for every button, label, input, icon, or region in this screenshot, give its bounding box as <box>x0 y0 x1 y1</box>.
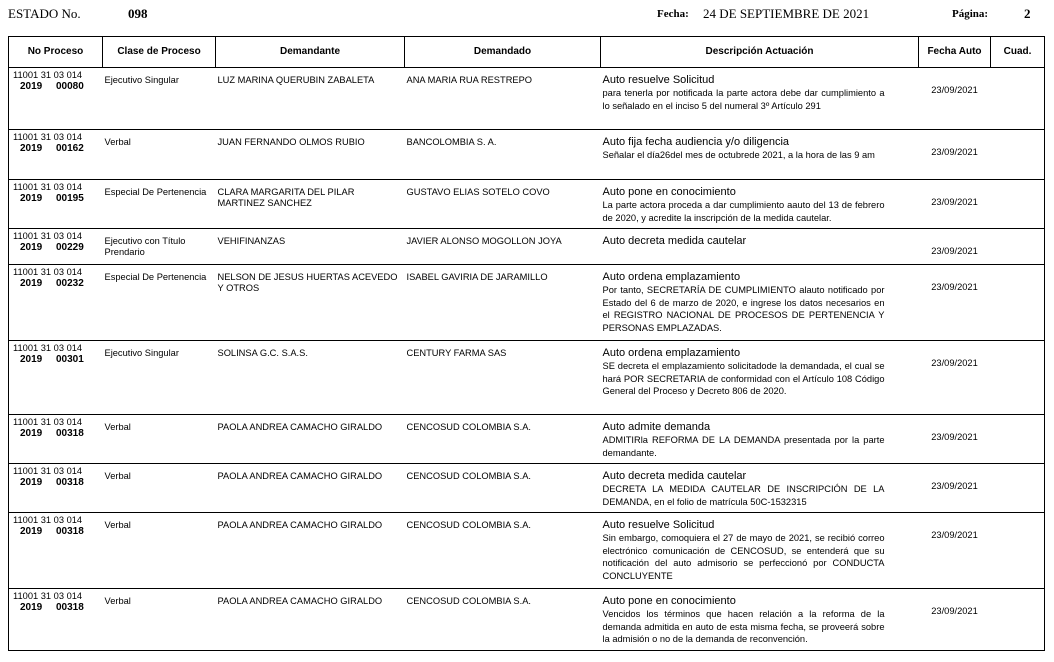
cell-clase <box>103 415 216 464</box>
demandante-text: JUAN FERNANDO OLMOS RUBIO <box>217 137 365 147</box>
fecha-value: 24 DE SEPTIEMBRE DE 2021 <box>703 6 870 21</box>
cell-clase <box>103 68 216 130</box>
demandante-text: NELSON DE JESUS HUERTAS ACEVEDO Y OTROS <box>217 272 398 293</box>
col-header-demandado: Demandado <box>405 37 601 68</box>
demandado-text: CENCOSUD COLOMBIA S.A. <box>406 471 531 481</box>
actuacion-detail: Señalar el día26del mes de octubrede 2021, a la hora de las 9 am <box>602 150 875 160</box>
cell-demandado <box>405 229 601 265</box>
cell-clase <box>103 464 216 513</box>
cuad-text <box>991 589 1045 606</box>
proceso-code: 11001 31 03 014 <box>13 466 83 476</box>
cell-fecha-auto <box>919 589 991 651</box>
cell-proceso <box>9 180 103 229</box>
cell-clase <box>103 180 216 229</box>
proceso-number: 00318 <box>56 602 84 613</box>
cell-descripcion <box>601 589 919 651</box>
proceso-year: 2019 <box>20 143 43 154</box>
cuad-text <box>991 464 1045 481</box>
actuacion-detail: SE decreta el emplazamiento solicitadode la demandada, el cual se hará POR SECRETARIA de conformidad con el Artículo 108 Código General del Proceso y Decreto 806 de 2020. <box>602 361 885 396</box>
actuacion-title: Auto pone en conocimiento <box>602 595 736 607</box>
fecha-auto-text: 23/09/2021 <box>931 606 978 616</box>
cell-descripcion <box>601 180 919 229</box>
fecha-auto-text: 23/09/2021 <box>931 530 978 540</box>
cell-fecha-auto <box>919 130 991 180</box>
estado-number: 098 <box>128 6 148 21</box>
cell-proceso <box>9 68 103 130</box>
cell-clase <box>103 341 216 415</box>
col-header-proceso: No Proceso <box>9 37 103 68</box>
cell-cuad <box>991 513 1045 589</box>
demandado-text: GUSTAVO ELIAS SOTELO COVO <box>406 187 550 197</box>
demandado-text: CENCOSUD COLOMBIA S.A. <box>406 422 531 432</box>
cell-descripcion <box>601 130 919 180</box>
col-header-fecha-auto: Fecha Auto <box>919 37 991 68</box>
table-row <box>9 130 1045 180</box>
actuacion-detail: ADMITIRla REFORMA DE LA DEMANDA presentada por la parte demandante. <box>602 435 885 458</box>
cell-demandado <box>405 180 601 229</box>
fecha-auto-text: 23/09/2021 <box>931 481 978 491</box>
cell-clase <box>103 265 216 341</box>
cuad-text <box>991 68 1045 85</box>
proceso-year: 2019 <box>20 526 43 537</box>
demandado-text: CENTURY FARMA SAS <box>406 348 507 358</box>
cell-fecha-auto <box>919 68 991 130</box>
proceso-number: 00318 <box>56 526 84 537</box>
cell-proceso <box>9 229 103 265</box>
cell-demandado <box>405 464 601 513</box>
actuacion-title: Auto decreta medida cautelar <box>602 470 747 482</box>
proceso-year: 2019 <box>20 81 43 92</box>
cell-proceso <box>9 265 103 341</box>
cell-fecha-auto <box>919 464 991 513</box>
clase-text: Ejecutivo Singular <box>104 75 179 85</box>
actuacion-title: Auto pone en conocimiento <box>602 186 736 198</box>
cuad-text <box>991 341 1045 358</box>
cell-clase <box>103 130 216 180</box>
cell-proceso <box>9 415 103 464</box>
table-row <box>9 513 1045 589</box>
cuad-text <box>991 130 1045 147</box>
cell-clase <box>103 229 216 265</box>
table-row <box>9 265 1045 341</box>
col-header-demandante: Demandante <box>216 37 405 68</box>
cell-descripcion <box>601 513 919 589</box>
proceso-year: 2019 <box>20 428 43 439</box>
table-row <box>9 180 1045 229</box>
cell-fecha-auto <box>919 513 991 589</box>
demandado-text: BANCOLOMBIA S. A. <box>406 137 497 147</box>
proceso-year: 2019 <box>20 242 43 253</box>
actuacion-detail: DECRETA LA MEDIDA CAUTELAR DE INSCRIPCIÓN DE LA DEMANDA, en el folio de matrícula 50C-1532315 <box>602 484 885 507</box>
cell-demandante <box>216 265 405 341</box>
cell-demandante <box>216 415 405 464</box>
cell-fecha-auto <box>919 341 991 415</box>
clase-text: Especial De Pertenencia <box>104 272 207 282</box>
cell-demandado <box>405 415 601 464</box>
cell-fecha-auto <box>919 415 991 464</box>
clase-text: Ejecutivo Singular <box>104 348 179 358</box>
proceso-number: 00318 <box>56 428 84 439</box>
cell-proceso <box>9 341 103 415</box>
cell-clase <box>103 589 216 651</box>
fecha-auto-text: 23/09/2021 <box>931 147 978 157</box>
cuad-text <box>991 229 1045 246</box>
cell-demandante <box>216 130 405 180</box>
cell-fecha-auto <box>919 180 991 229</box>
col-header-clase: Clase de Proceso <box>103 37 216 68</box>
fecha-auto-text: 23/09/2021 <box>931 358 978 368</box>
cell-descripcion <box>601 415 919 464</box>
actuacion-detail: Vencidos los términos que hacen relación a la reforma de la demanda admitida en auto de esta misma fecha, se proveerá sobre la admisión o no de la demanda de reconvención. <box>602 609 885 644</box>
cell-demandante <box>216 68 405 130</box>
cell-proceso <box>9 513 103 589</box>
proceso-number: 00195 <box>56 193 84 204</box>
demandado-text: CENCOSUD COLOMBIA S.A. <box>406 596 531 606</box>
cuad-text <box>991 180 1045 197</box>
clase-text: Verbal <box>104 596 131 606</box>
cell-cuad <box>991 464 1045 513</box>
proceso-code: 11001 31 03 014 <box>13 417 83 427</box>
cell-demandante <box>216 180 405 229</box>
proceso-code: 11001 31 03 014 <box>13 182 83 192</box>
demandante-text: VEHIFINANZAS <box>217 236 286 246</box>
actuacion-title: Auto fija fecha audiencia y/o diligencia <box>602 136 790 148</box>
table-row <box>9 229 1045 265</box>
cell-demandado <box>405 68 601 130</box>
proceso-number: 00232 <box>56 278 84 289</box>
col-header-descripcion: Descripción Actuación <box>601 37 919 68</box>
cuad-text <box>991 415 1045 432</box>
cell-demandado <box>405 341 601 415</box>
cell-demandante <box>216 229 405 265</box>
table-header-row <box>9 37 1045 68</box>
demandado-text: JAVIER ALONSO MOGOLLON JOYA <box>406 236 562 246</box>
demandante-text: SOLINSA G.C. S.A.S. <box>217 348 308 358</box>
demandado-text: ISABEL GAVIRIA DE JARAMILLO <box>406 272 548 282</box>
cuad-text <box>991 265 1045 282</box>
cell-demandado <box>405 513 601 589</box>
proceso-code: 11001 31 03 014 <box>13 267 83 277</box>
cell-proceso <box>9 464 103 513</box>
actuacion-title: Auto decreta medida cautelar <box>602 235 747 247</box>
clase-text: Especial De Pertenencia <box>104 187 207 197</box>
estado-label: ESTADO No. <box>8 6 81 21</box>
cell-descripcion <box>601 341 919 415</box>
demandante-text: LUZ MARINA QUERUBIN ZABALETA <box>217 75 375 85</box>
proceso-year: 2019 <box>20 602 43 613</box>
cell-proceso <box>9 589 103 651</box>
actuacion-title: Auto resuelve Solicitud <box>602 519 715 531</box>
actuacion-detail: Por tanto, SECRETARÍA DE CUMPLIMIENTO alauto notificado por Estado del 6 de marzo de 2020, e ingrese los datos necesarios en el REGISTRO NACIONAL DE PROCESOS DE PERTENENCIA Y PERSONAS EMPLAZADAS. <box>602 285 885 333</box>
actuacion-detail: Sin embargo, comoquiera el 27 de mayo de 2021, se recibió correo electrónico comunicación de CENCOSUD, se entenderá que su notificación del auto admisorio se perfeccionó por CONDUCTA CONCLUYENTE <box>602 533 885 581</box>
table-row <box>9 341 1045 415</box>
fecha-auto-text: 23/09/2021 <box>931 432 978 442</box>
proceso-code: 11001 31 03 014 <box>13 515 83 525</box>
fecha-label: Fecha: <box>657 8 689 20</box>
cell-demandante <box>216 464 405 513</box>
table-row <box>9 464 1045 513</box>
cell-demandante <box>216 589 405 651</box>
actuacion-title: Auto admite demanda <box>602 421 711 433</box>
proceso-code: 11001 31 03 014 <box>13 343 83 353</box>
cell-fecha-auto <box>919 229 991 265</box>
cell-cuad <box>991 180 1045 229</box>
proceso-number: 00318 <box>56 477 84 488</box>
cell-demandante <box>216 341 405 415</box>
demandante-text: PAOLA ANDREA CAMACHO GIRALDO <box>217 596 383 606</box>
actuacion-detail: La parte actora proceda a dar cumplimiento aauto del 13 de febrero de 2020, y acredite la inscripción de la medida cautelar. <box>602 200 885 223</box>
cell-cuad <box>991 415 1045 464</box>
cell-descripcion <box>601 464 919 513</box>
demandado-text: ANA MARIA RUA RESTREPO <box>406 75 533 85</box>
fecha-auto-text: 23/09/2021 <box>931 197 978 207</box>
proceso-year: 2019 <box>20 193 43 204</box>
cell-demandado <box>405 130 601 180</box>
clase-text: Verbal <box>104 422 131 432</box>
fecha-auto-text: 23/09/2021 <box>931 246 978 256</box>
proceso-code: 11001 31 03 014 <box>13 231 83 241</box>
proceso-year: 2019 <box>20 354 43 365</box>
proceso-code: 11001 31 03 014 <box>13 591 83 601</box>
cell-demandado <box>405 589 601 651</box>
table-row <box>9 415 1045 464</box>
cell-proceso <box>9 130 103 180</box>
cell-cuad <box>991 589 1045 651</box>
proceso-code: 11001 31 03 014 <box>13 132 83 142</box>
clase-text: Verbal <box>104 471 131 481</box>
actuacion-detail: para tenerla por notificada la parte actora debe dar cumplimiento a lo señalado en el inciso 5 del numeral 3º Artículo 291 <box>602 88 885 111</box>
cell-demandante <box>216 513 405 589</box>
fecha-auto-text: 23/09/2021 <box>931 282 978 292</box>
proceso-year: 2019 <box>20 477 43 488</box>
col-header-cuad: Cuad. <box>991 37 1045 68</box>
proceso-year: 2019 <box>20 278 43 289</box>
cell-cuad <box>991 229 1045 265</box>
table-row <box>9 589 1045 651</box>
cell-cuad <box>991 68 1045 130</box>
proceso-number: 00301 <box>56 354 84 365</box>
clase-text: Verbal <box>104 520 131 530</box>
actuacion-title: Auto resuelve Solicitud <box>602 74 715 86</box>
estado-table <box>8 36 1045 651</box>
demandante-text: PAOLA ANDREA CAMACHO GIRALDO <box>217 422 383 432</box>
cell-cuad <box>991 265 1045 341</box>
cell-descripcion <box>601 68 919 130</box>
cell-cuad <box>991 341 1045 415</box>
cell-descripcion <box>601 265 919 341</box>
table-row <box>9 68 1045 130</box>
clase-text: Ejecutivo con Título Prendario <box>104 236 186 257</box>
pagina-value: 2 <box>1024 6 1031 21</box>
fecha-auto-text: 23/09/2021 <box>931 85 978 95</box>
cell-demandado <box>405 265 601 341</box>
pagina-label: Página: <box>952 8 989 20</box>
demandante-text: PAOLA ANDREA CAMACHO GIRALDO <box>217 520 383 530</box>
cell-cuad <box>991 130 1045 180</box>
demandante-text: CLARA MARGARITA DEL PILAR MARTINEZ SANCHEZ <box>217 187 355 208</box>
actuacion-title: Auto ordena emplazamiento <box>602 271 741 283</box>
actuacion-title: Auto ordena emplazamiento <box>602 347 741 359</box>
cell-descripcion <box>601 229 919 265</box>
proceso-number: 00229 <box>56 242 84 253</box>
demandante-text: PAOLA ANDREA CAMACHO GIRALDO <box>217 471 383 481</box>
cuad-text <box>991 513 1045 530</box>
proceso-code: 11001 31 03 014 <box>13 70 83 80</box>
proceso-number: 00080 <box>56 81 84 92</box>
clase-text: Verbal <box>104 137 131 147</box>
cell-clase <box>103 513 216 589</box>
proceso-number: 00162 <box>56 143 84 154</box>
cell-fecha-auto <box>919 265 991 341</box>
demandado-text: CENCOSUD COLOMBIA S.A. <box>406 520 531 530</box>
